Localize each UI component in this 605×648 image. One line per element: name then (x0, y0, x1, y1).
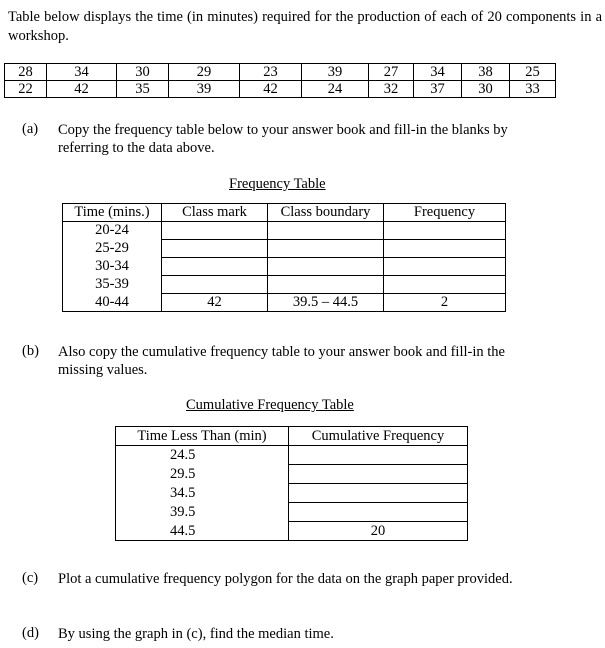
time-cell: 35-39 (63, 276, 162, 294)
data-cell: 33 (510, 81, 556, 98)
table-row (63, 240, 506, 258)
cumulative-frequency-cell (289, 484, 468, 503)
time-cell: 20-24 (63, 222, 162, 240)
table-row (116, 465, 468, 484)
class-mark-cell (162, 276, 268, 294)
frequency-table-title: Frequency Table (229, 176, 326, 192)
frequency-table (62, 203, 506, 312)
data-cell: 32 (369, 81, 414, 98)
cumulative-frequency-cell (289, 503, 468, 522)
data-cell: 34 (47, 64, 117, 81)
cumulative-frequency-cell (289, 465, 468, 484)
data-cell: 23 (240, 64, 302, 81)
data-cell: 29 (169, 64, 240, 81)
table-row (116, 503, 468, 522)
class-boundary-cell (268, 222, 384, 240)
frequency-cell (384, 258, 506, 276)
column-header: Frequency (384, 204, 506, 222)
table-row (116, 522, 468, 541)
data-cell: 38 (462, 64, 510, 81)
time-less-than-cell: 29.5 (116, 465, 289, 484)
data-cell: 35 (117, 81, 169, 98)
table-row (5, 64, 556, 81)
part-b-label: (b) (22, 343, 39, 359)
data-cell: 39 (169, 81, 240, 98)
column-header: Time (mins.) (63, 204, 162, 222)
part-b-text: Also copy the cumulative frequency table to your answer book and fill-in the missing values. (58, 344, 505, 378)
intro-text: Table below displays the time (in minutes) required for the production of each of 20 components in a workshop. (8, 9, 602, 44)
class-boundary-cell (268, 258, 384, 276)
data-cell: 30 (462, 81, 510, 98)
table-row (5, 81, 556, 98)
column-header: Time Less Than (min) (116, 427, 289, 446)
time-cell: 25-29 (63, 240, 162, 258)
time-cell: 40-44 (63, 294, 162, 312)
data-cell: 30 (117, 64, 169, 81)
class-mark-cell (162, 258, 268, 276)
data-cell: 22 (5, 81, 47, 98)
cumulative-table-title: Cumulative Frequency Table (186, 397, 354, 413)
data-cell: 39 (302, 64, 369, 81)
class-boundary-cell (268, 276, 384, 294)
time-less-than-cell: 34.5 (116, 484, 289, 503)
table-row (116, 446, 468, 465)
frequency-cell (384, 276, 506, 294)
data-cell: 24 (302, 81, 369, 98)
table-header-row (116, 427, 468, 446)
data-cell: 34 (414, 64, 462, 81)
data-cell: 25 (510, 64, 556, 81)
data-cell: 42 (47, 81, 117, 98)
frequency-cell (384, 222, 506, 240)
table-row (63, 276, 506, 294)
class-boundary-cell (268, 240, 384, 258)
part-a-label: (a) (22, 121, 39, 137)
part-a-text: Copy the frequency table below to your answer book and fill-in the blanks by referring to the data above. (58, 122, 508, 156)
class-boundary-cell: 39.5 – 44.5 (268, 294, 384, 312)
frequency-cell: 2 (384, 294, 506, 312)
cumulative-frequency-cell: 20 (289, 522, 468, 541)
table-row (63, 294, 506, 312)
time-less-than-cell: 24.5 (116, 446, 289, 465)
frequency-cell (384, 240, 506, 258)
data-cell: 37 (414, 81, 462, 98)
part-d-label: (d) (22, 625, 39, 641)
data-cell: 27 (369, 64, 414, 81)
data-cell: 28 (5, 64, 47, 81)
data-table (4, 63, 556, 98)
part-c-label: (c) (22, 570, 39, 586)
column-header: Class boundary (268, 204, 384, 222)
time-less-than-cell: 39.5 (116, 503, 289, 522)
table-row (63, 258, 506, 276)
column-header: Class mark (162, 204, 268, 222)
class-mark-cell (162, 240, 268, 258)
data-cell: 42 (240, 81, 302, 98)
class-mark-cell: 42 (162, 294, 268, 312)
table-row (63, 222, 506, 240)
time-cell: 30-34 (63, 258, 162, 276)
cumulative-frequency-cell (289, 446, 468, 465)
table-header-row (63, 204, 506, 222)
part-d-text: By using the graph in (c), find the median time. (58, 626, 334, 642)
table-row (116, 484, 468, 503)
class-mark-cell (162, 222, 268, 240)
cumulative-frequency-table (115, 426, 468, 541)
column-header: Cumulative Frequency (289, 427, 468, 446)
part-c-text: Plot a cumulative frequency polygon for the data on the graph paper provided. (58, 571, 513, 587)
time-less-than-cell: 44.5 (116, 522, 289, 541)
